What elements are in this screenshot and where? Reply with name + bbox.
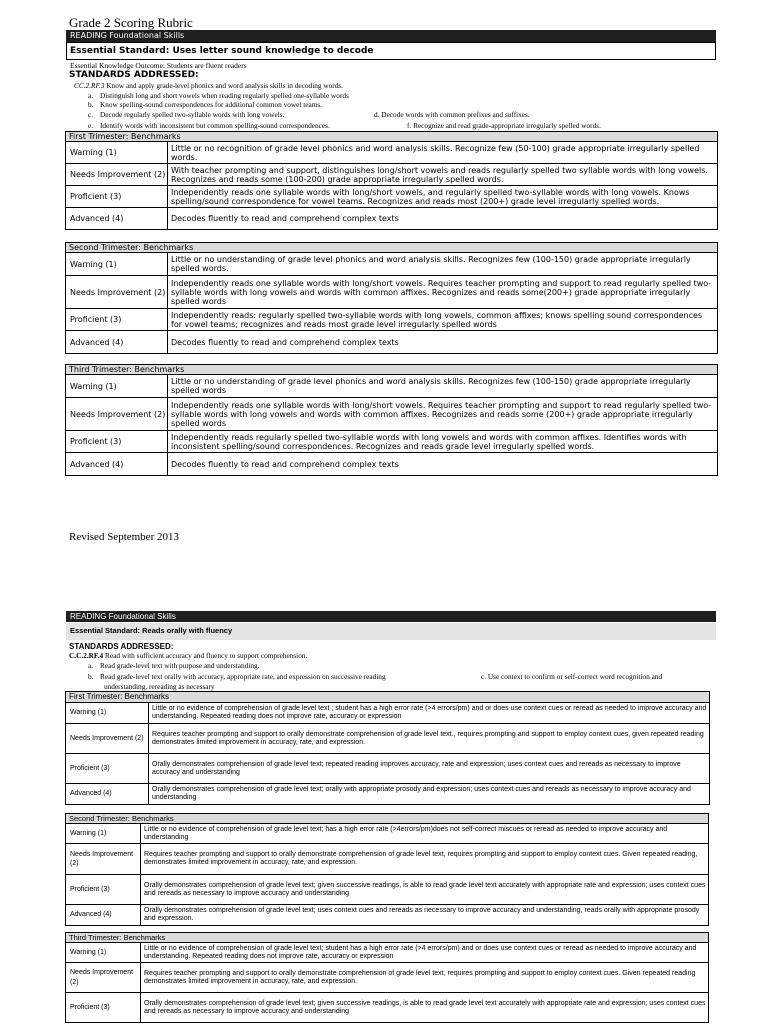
level-label: Proficient (3) [66, 186, 168, 208]
level-description: Independently reads regularly spelled two-syllable words with long vowels and words with common affixes. Identifies words with inconsistent spelling/sound correspondences. Recognizes and reads grade level irregularly spelled words. [168, 431, 718, 453]
level-description: Little or no evidence of comprehension of grade level text ; student has a high error rate (>4 errors/pm) and or does use context cues or reread as needed to improve accuracy and understanding. Repeated reading does not improve rate, accuracy or expression [149, 703, 710, 724]
level-label: Advanced (4) [66, 208, 168, 230]
level-label: Proficient (3) [66, 431, 168, 453]
essential-standard: Essential Standard: Uses letter sound knowledge to decode [66, 42, 716, 60]
benchmark-table [65, 131, 718, 230]
level-description: Requires teacher prompting and support to orally demonstrate comprehension of grade level text, requires prompting and support to employ context cues. Given repeated reading, demonstrates limited improvement in accuracy, rate, and expression. [141, 844, 709, 875]
standard-item: understanding, rereading as necessary [104, 682, 215, 691]
level-description: Independently reads one syllable words with long/short vowels, and regularly spelled two-syllable words with long vowels. Knows spelling/sound correspondence for vowel teams. Recognizes and reads most (200+) grade level irregularly spelled words. [168, 186, 718, 208]
knowledge-outcome: Essential Knowledge Outcome: Students are fluent readers [70, 61, 247, 70]
level-description: Orally demonstrates comprehension of grade level text; repeated reading improves accuracy, rate and expression; uses context cues and rereads as necessary to improve accuracy and understanding [149, 754, 710, 784]
standard-code-line [69, 651, 307, 660]
table-header: Second Trimester: Benchmarks [66, 814, 709, 824]
level-description: Little or no recognition of grade level phonics and word analysis skills. Recognize few (50-100) grade appropriate irregularly spelled words. [168, 142, 718, 164]
standard-item: e. Identify words with inconsistent but common spelling-sound correspondences. [88, 121, 330, 130]
standard-item-extra: d. Decode words with common prefixes and suffixes. [374, 110, 530, 119]
standard-item: b. Read grade-level text orally with accuracy, appropriate rate, and expression on successive reading [88, 672, 386, 681]
benchmark-table [65, 813, 709, 926]
level-label: Proficient (3) [66, 309, 168, 331]
level-description: Requires teacher prompting and support to orally demonstrate comprehension of grade level text, requires prompting and support to employ context cues. Given repeated reading demonstrates limited improvement in accuracy, rate, and expression. [141, 963, 709, 993]
table-header: First Trimester: Benchmarks [66, 692, 710, 703]
essential-standard: Essential Standard: Reads orally with fluency [70, 626, 233, 635]
level-description: Little or no understanding of grade level phonics and word analysis skills. Recognizes few (100-150) grade appropriate irregularly spelled words. [168, 253, 718, 276]
standard-item: c. Decode regularly spelled two-syllable words with long vowels. [88, 110, 285, 119]
standard-item-extra: f. Recognize and read grade-appropriate irregularly spelled words. [407, 121, 601, 130]
revised-date: Revised September 2013 [69, 531, 179, 543]
level-description: Orally demonstrates comprehension of grade level text; given successive readings, is able to read grade level text accurately with appropriate rate and expression; uses context cues and rereads as necessary to improve accuracy and understanding [141, 875, 709, 905]
level-label: Proficient (3) [66, 754, 149, 784]
standard-text: Read with sufficient accuracy and fluency to support comprehension. [103, 651, 308, 660]
standard-item: a. Distinguish long and short vowels when reading regularly spelled one-syllable words [88, 91, 349, 100]
level-label: Needs Improvement (2) [66, 844, 141, 875]
standard-code: CC.2.RF.3 [74, 81, 105, 90]
standard-item: a. Read grade-level text with purpose and understanding. [88, 661, 260, 670]
level-label: Needs Improvement (2) [66, 276, 168, 309]
benchmark-table [65, 242, 718, 354]
standard-item-extra: c. Use context to confirm or self-correct word recognition and [481, 672, 663, 681]
benchmark-table [65, 364, 718, 476]
level-description: Independently reads one syllable words with long/short vowels. Requires teacher prompting and support to read regularly spelled two-syllable words with long vowels and words with common affixes. Recognizes and reads some(200+) grade appropriate irregularly spelled words [168, 276, 718, 309]
level-description: Little or no evidence of comprehension of grade level text; student has a high error rate (>4 errors/pm) and or does use context cues or reread as needed to improve accuracy and understanding. Repeated reading does not improve rate, accuracy or expression [141, 943, 709, 963]
level-description: Orally demonstrates comprehension of grade level text; orally with appropriate prosody and expression; uses context cues and rereads as necessary to improve accuracy and understanding [149, 784, 710, 805]
level-label: Needs Improvement (2) [66, 164, 168, 186]
level-description: Decodes fluently to read and comprehend complex texts [168, 453, 718, 476]
level-description: Independently reads: regularly spelled two-syllable words with long vowels, common affixes; knows spelling sound correspondences for vowel teams; recognizes and reads most grade level irregularly spelled words [168, 309, 718, 331]
standard-item: b. Know spelling-sound correspondences for additional common vowel teams. [88, 100, 323, 109]
level-label: Warning (1) [66, 253, 168, 276]
category-bar: READING Foundational Skills [66, 30, 716, 42]
level-label: Warning (1) [66, 703, 149, 724]
level-label: Proficient (3) [66, 875, 141, 905]
level-description: Decodes fluently to read and comprehend complex texts [168, 208, 718, 230]
level-description: Decodes fluently to read and comprehend complex texts [168, 331, 718, 354]
level-label: Needs Improvement (2) [66, 724, 149, 754]
level-label: Needs Improvement (2) [66, 398, 168, 431]
standards-heading: STANDARDS ADDRESSED: [69, 70, 199, 80]
level-description: With teacher prompting and support, distinguishes long/short vowels and reads regularly spelled two syllable words with long vowels. Recognizes and reads some (100-200) grade appropriate irregularly spelled words. [168, 164, 718, 186]
level-label: Warning (1) [66, 943, 141, 963]
level-description: Little or no evidence of comprehension of grade level text; has a high error rate (>4errors/pm)does not self-correct miscues or reread as needed to improve accuracy and understanding [141, 824, 709, 844]
standards-heading: STANDARDS ADDRESSED: [69, 642, 174, 651]
table-header: Third Trimester: Benchmarks [66, 365, 718, 375]
level-description: Little or no understanding of grade level phonics and word analysis skills. Recognizes few (100-150) grade appropriate irregularly spelled words [168, 375, 718, 398]
standard-code: C.C.2.RF.4 [69, 651, 104, 660]
document-title: Grade 2 Scoring Rubric [69, 15, 193, 30]
level-label: Warning (1) [66, 824, 141, 844]
level-description: Independently reads one syllable words with long/short vowels. Requires teacher prompting and support to read regularly spelled two-syllable words with long vowels and words with common affixes. Recognizes and reads some (200+) grade appropriate irregularly spelled words [168, 398, 718, 431]
level-label: Warning (1) [66, 375, 168, 398]
level-label: Warning (1) [66, 142, 168, 164]
benchmark-table [65, 932, 709, 1023]
level-description: Requires teacher prompting and support to orally demonstrate comprehension of grade level text., requires prompting and support to employ context cues, given repeated reading demonstrates limited improvement in accuracy, rate, and expression. [149, 724, 710, 754]
table-header: Second Trimester: Benchmarks [66, 243, 718, 253]
benchmark-table [65, 691, 710, 805]
level-description: Orally demonstrates comprehension of grade level text; uses context cues and rereads as necessary to improve accuracy and understanding, reads orally with appropriate prosody and expression. [141, 905, 709, 926]
level-label: Advanced (4) [66, 784, 149, 805]
level-label: Advanced (4) [66, 905, 141, 926]
level-label: Advanced (4) [66, 453, 168, 476]
level-description: Orally demonstrates comprehension of grade level text; given successive readings, is able to read grade level text accurately with appropriate rate and expression; uses context cues and rereads as necessary to improve accuracy and understanding [141, 993, 709, 1023]
standard-text: Know and apply grade-level phonics and word analysis skills in decoding words. [104, 81, 344, 90]
level-label: Proficient (3) [66, 993, 141, 1023]
level-label: Advanced (4) [66, 331, 168, 354]
level-label: Needs Improvement (2) [66, 963, 141, 993]
category-bar: READING Foundational Skills [66, 611, 716, 622]
standard-code-line [74, 81, 343, 90]
table-header: Third Trimester: Benchmarks [66, 933, 709, 943]
table-header: First Trimester: Benchmarks [66, 132, 718, 142]
